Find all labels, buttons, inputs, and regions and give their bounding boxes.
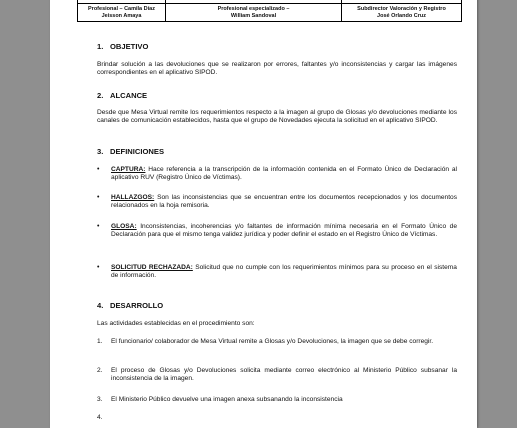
step-text: El funcionario/ colaborador de Mesa Virtual remite a Glosas y/o Devoluciones, la imagen que se debe corregir.	[111, 338, 434, 345]
aprobo-line-2: José Orlando Cruz	[377, 12, 426, 19]
signature-table	[77, 0, 462, 22]
elaboro-line-1: Profesional – Camila Díaz	[88, 5, 155, 12]
signature-aprobo-cell	[342, 4, 462, 22]
section-heading-objetivo: 1. OBJETIVO	[97, 42, 149, 51]
section-heading-desarrollo: 4. DESARROLLO	[97, 301, 164, 310]
aprobo-line-1: Subdirector Valoración y Registro	[357, 5, 446, 12]
step-number: 1.	[97, 338, 103, 345]
definition-term: HALLAZGOS:	[111, 194, 155, 201]
section-heading-definiciones: 3. DEFINICIONES	[97, 147, 165, 156]
document-page	[50, 0, 477, 428]
step-text: El Ministerio Público devuelve una imagen anexa subsanando la inconsistencia	[111, 396, 343, 403]
definition-item	[111, 264, 457, 281]
step-number: 3.	[97, 396, 103, 403]
bullet-icon: •	[97, 264, 100, 271]
signature-reviso-cell	[166, 4, 342, 22]
step-text: El proceso de Glosas y/o Devoluciones solicita mediante correo electrónico al Ministerio Público subsanar la inconsistencia de la imagen.	[111, 367, 457, 383]
alcance-paragraph: Desde que Mesa Virtual remite los requerimientos respecto a la imagen al grupo de Glosas y/o devoluciones mediante los canales de comunicación establecidos, hasta que el grupo de Novedades ejecuta la solicitud en el aplicativo SIPOD.	[97, 109, 457, 125]
definition-text: Son las inconsistencias que se encuentran entre los documentos recepcionados y los documentos relacionados en la hoja remisoria.	[111, 194, 457, 210]
bullet-icon: •	[97, 166, 100, 173]
section-heading-alcance: 2. ALCANCE	[97, 91, 148, 100]
step-number: 2.	[97, 367, 103, 374]
definition-item	[111, 223, 457, 240]
definition-text: Inconsistencias, incoherencias y/o faltantes de información mínima necesaria en el Formato Único de Declaración para que el mismo tenga validez jurídica y poder definir el estado en el Registro Único de Víctimas.	[111, 223, 457, 239]
definition-text: Solicitud que no cumple con los requerimientos mínimos para su proceso en el sistema de información.	[111, 264, 457, 280]
reviso-line-2: William Sandoval	[230, 12, 277, 19]
definition-term: CAPTURA:	[111, 166, 146, 173]
definition-text: Hace referencia a la transcripción de la información contenida en el Formato Único de Declaración al aplicativo RUV (Registro Único de Víctimas).	[111, 166, 457, 182]
definition-item	[111, 194, 457, 211]
elaboro-line-2: Jeisson Amaya	[101, 12, 142, 19]
bullet-icon: •	[97, 223, 100, 230]
objetivo-paragraph: Brindar solución a las devoluciones que se realizaron por errores, faltantes y/o inconsistencias y cargar las imágenes correspondientes en el aplicativo SIPOD.	[97, 61, 457, 77]
step-number: 4.	[97, 414, 103, 421]
signature-table-names-row	[78, 4, 462, 22]
reviso-line-1: Profesional especializado –	[217, 5, 290, 12]
bullet-icon: •	[97, 194, 100, 201]
desarrollo-intro: Las actividades establecidas en el procedimiento son:	[97, 320, 255, 327]
signature-elaboro-cell	[78, 4, 166, 22]
definition-term: SOLICITUD RECHAZADA:	[111, 264, 193, 271]
definition-term: GLOSA:	[111, 223, 137, 230]
definition-item	[111, 166, 457, 183]
